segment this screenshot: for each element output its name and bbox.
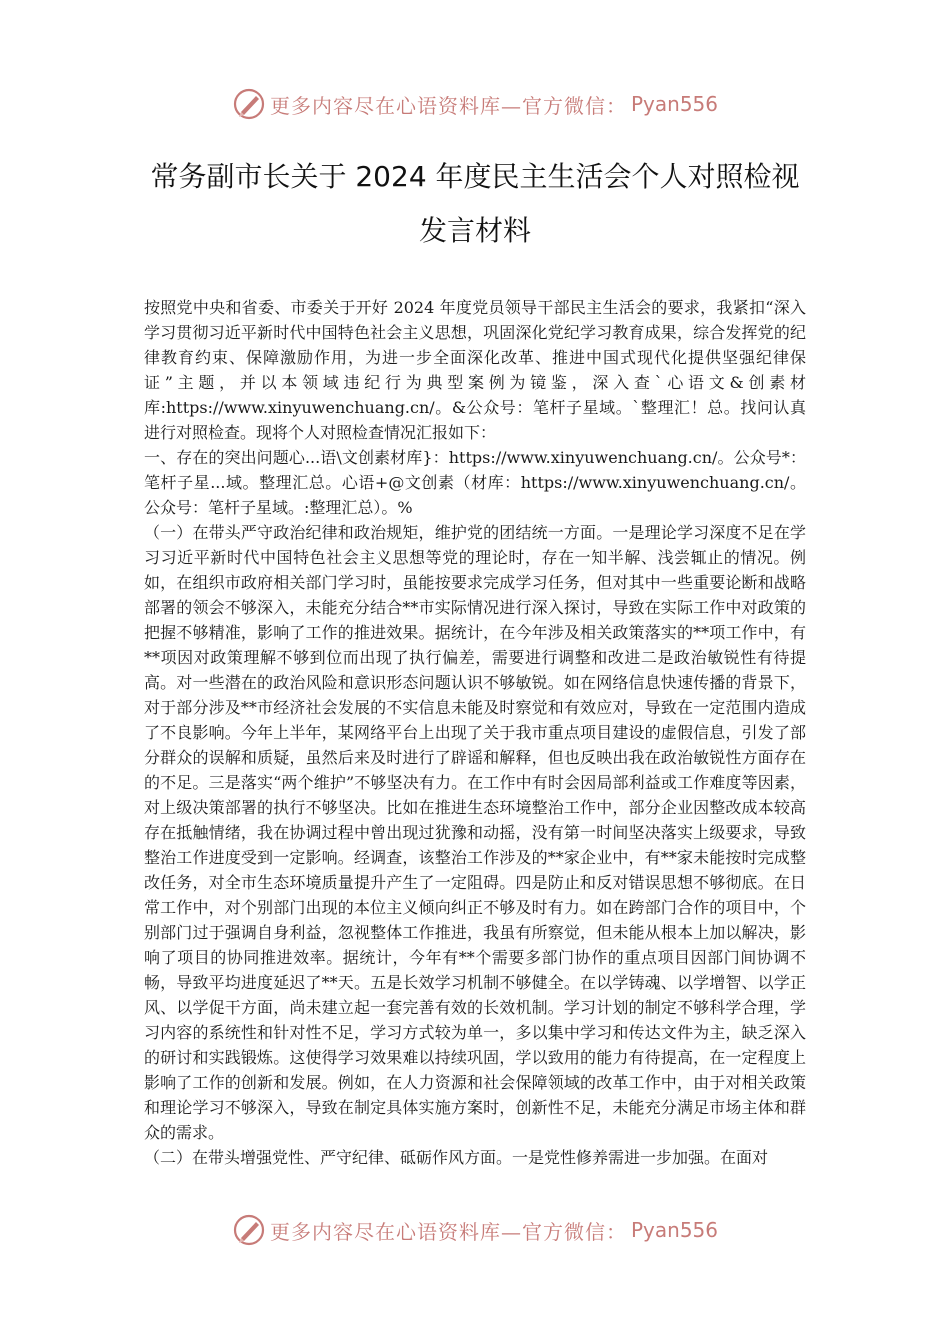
- watermark-text: 更多内容尽在心语资料库—官方微信：: [269, 93, 627, 118]
- paragraph-section-heading: 一、存在的突出问题心...语\文创素材库}：https://www.xinyuwenchuang.cn/。公众号*：笔杆子星...域。整理汇总。心语+@文创素（材库：https://www.xinyuwenchuang.cn/。公众号：笔杆子星域。:整理汇总）。%: [144, 448, 806, 517]
- title-line-1: 常务副市长关于 2024 年度民主生活会个人对照检视: [150, 160, 800, 193]
- document-body: [144, 295, 806, 1170]
- watermark-text: 更多内容尽在心语资料库—官方微信：: [269, 1219, 627, 1244]
- title-line-2: 发言材料: [418, 214, 531, 247]
- pen-logo-icon: [232, 87, 266, 121]
- paragraph-section-1: （一）在带头严守政治纪律和政治规矩，维护党的团结统一方面。一是理论学习深度不足在学习习近平新时代中国特色社会主义思想等党的理论时，存在一知半解、浅尝辄止的情况。例如，在组织市政府相关部门学习时，虽能按要求完成学习任务，但对其中一些重要论断和战略部署的领会不够深入，未能充分结合**市实际情况进行深入探讨，导致在实际工作中对政策的把握不够精准，影响了工作的推进效果。据统计，在今年涉及相关政策落实的**项工作中，有**项因对政策理解不够到位而出现了执行偏差，需要进行调整和改进二是政治敏锐性有待提高。对一些潜在的政治风险和意识形态问题认识不够敏锐。如在网络信息快速传播的背景下，对于部分涉及**市经济社会发展的不实信息未能及时察觉和有效应对，导致在一定范围内造成了不良影响。今年上半年，某网络平台上出现了关于我市重点项目建设的虚假信息，引发了部分群众的误解和质疑，虽然后来及时进行了辟谣和解释，但也反映出我在政治敏锐性方面存在的不足。三是落实“两个维护”不够坚决有力。在工作中有时会因局部利益或工作难度等因素，对上级决策部署的执行不够坚决。比如在推进生态环境整治工作中，部分企业因整改成本较高存在抵触情绪，我在协调过程中曾出现过犹豫和动摇，没有第一时间坚决落实上级要求，导致整治工作进度受到一定影响。经调查，该整治工作涉及的**家企业中，有**家未能按时完成整改任务，对全市生态环境质量提升产生了一定阻碍。四是防止和反对错误思想不够彻底。在日常工作中，对个别部门出现的本位主义倾向纠正不够及时有力。如在跨部门合作的项目中，个别部门过于强调自身利益，忽视整体工作推进，我虽有所察觉，但未能从根本上加以解决，影响了项目的协同推进效率。据统计，今年有**个需要多部门协作的重点项目因部门间协调不畅，导致平均进度延迟了**天。五是长效学习机制不够健全。在以学铸魂、以学增智、以学正风、以学促干方面，尚未建立起一套完善有效的长效机制。学习计划的制定不够科学合理，学习内容的系统性和针对性不足，学习方式较为单一，多以集中学习和传达文件为主，缺乏深入的研讨和实践锻炼。这使得学习效果难以持续巩固，学以致用的能力有待提高，在一定程度上影响了工作的创新和发展。例如，在人力资源和社会保障领域的改革工作中，由于对相关政策和理论学习不够深入，导致在制定具体实施方案时，创新性不足，未能充分满足市场主体和群众的需求。: [144, 523, 806, 1142]
- paragraph-intro: 按照党中央和省委、市委关于开好 2024 年度党员领导干部民主生活会的要求，我紧扣“深入学习贯彻习近平新时代中国特色社会主义思想，巩固深化党纪学习教育成果，综合发挥党的纪律教育约束、保障激励作用，为进一步全面深化改革、推进中国式现代化提供坚强纪律保证”主题，并以本领域违纪行为典型案例为镜鉴，深入查`心语文&创素材库:https://www.xinyuwenchuang.cn/。&公众号：笔杆子星域。`整理汇！总。找问认真进行对照检查。现将个人对照检查情况汇报如下：: [144, 298, 806, 442]
- paragraph-section-2: （二）在带头增强党性、严守纪律、砥砺作风方面。一是党性修养需进一步加强。在面对: [144, 1148, 769, 1167]
- document-title: [130, 150, 820, 258]
- watermark-wechat-id: Pyan556: [630, 92, 718, 116]
- footer-watermark-banner: [0, 1208, 950, 1252]
- header-watermark-banner: [0, 82, 950, 126]
- watermark-wechat-id: Pyan556: [630, 1218, 718, 1242]
- pen-logo-icon: [232, 1213, 266, 1247]
